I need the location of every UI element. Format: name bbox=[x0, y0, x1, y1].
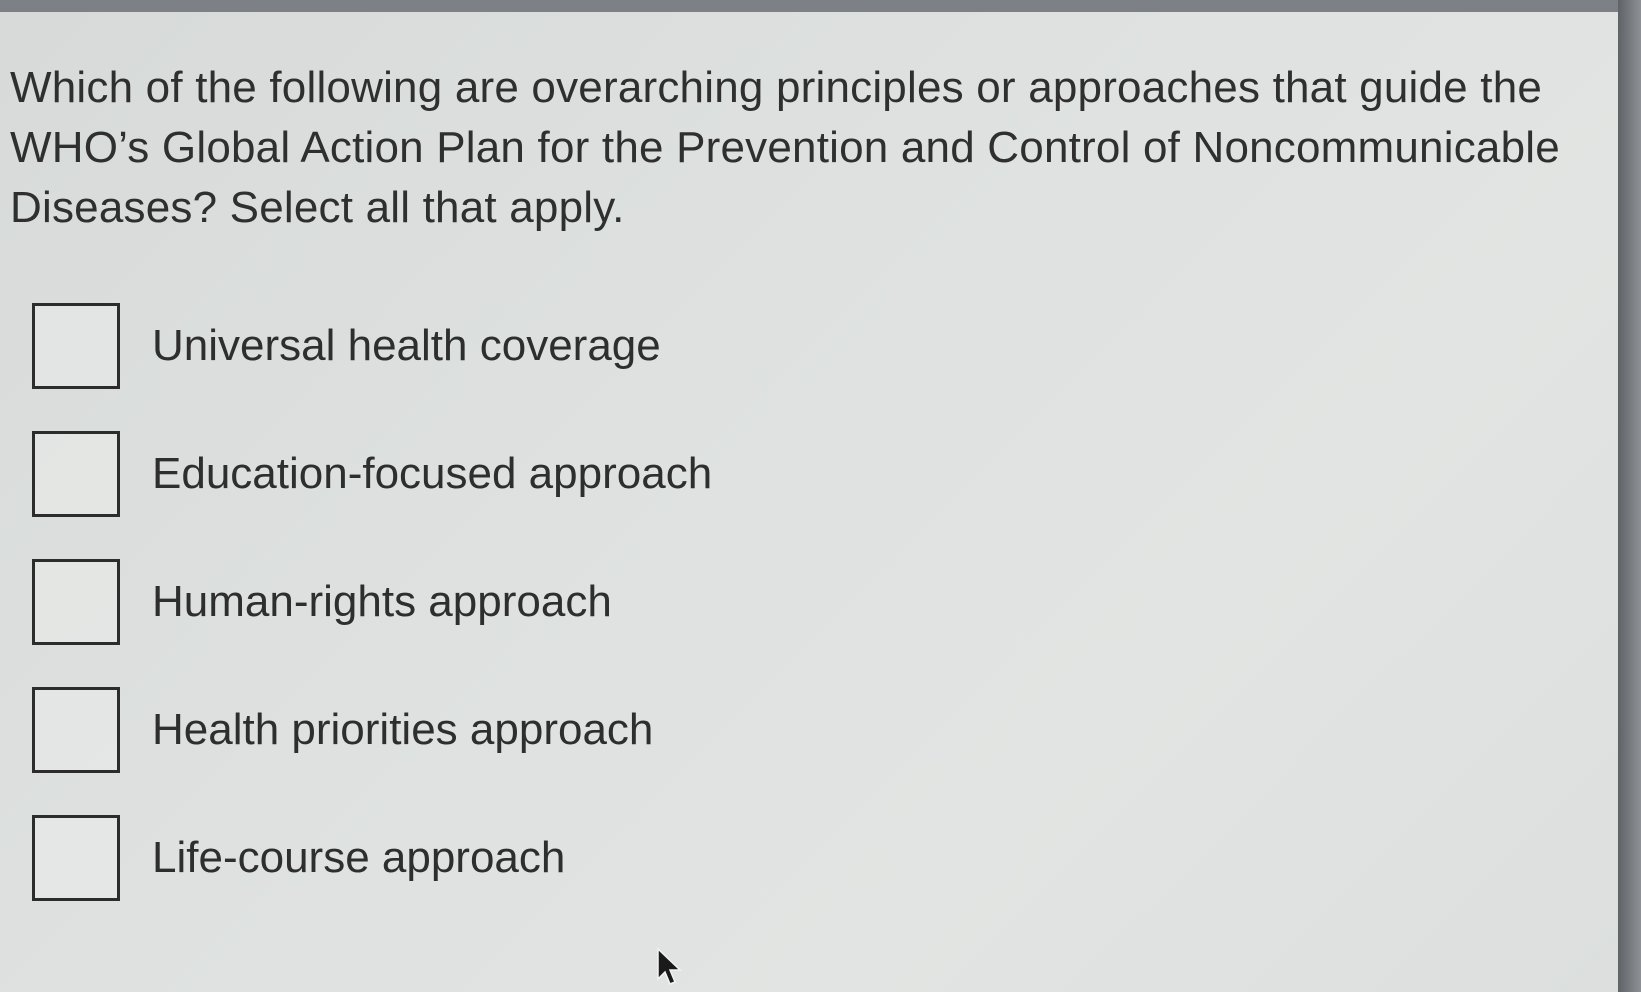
mouse-pointer-icon bbox=[656, 947, 682, 987]
option-education-focused-approach[interactable] bbox=[32, 428, 712, 520]
option-universal-health-coverage[interactable] bbox=[32, 300, 712, 392]
answer-options-list bbox=[32, 300, 712, 940]
option-human-rights-approach[interactable] bbox=[32, 556, 712, 648]
option-label[interactable]: Life-course approach bbox=[152, 833, 566, 882]
checkbox-life-course-approach[interactable] bbox=[32, 815, 120, 901]
checkbox-human-rights-approach[interactable] bbox=[32, 559, 120, 645]
option-label[interactable]: Health priorities approach bbox=[152, 705, 654, 754]
option-life-course-approach[interactable] bbox=[32, 812, 712, 904]
checkbox-health-priorities-approach[interactable] bbox=[32, 687, 120, 773]
question-text: Which of the following are overarching principles or approaches that guide the WHO’s Global Action Plan for the Prevention and Control of Noncommunicable Diseases? Select all that apply. bbox=[10, 63, 1560, 232]
option-label[interactable]: Universal health coverage bbox=[152, 321, 661, 370]
option-label[interactable]: Human-rights approach bbox=[152, 577, 612, 626]
quiz-screen bbox=[0, 12, 1618, 992]
option-label[interactable]: Education-focused approach bbox=[152, 449, 713, 498]
option-health-priorities-approach[interactable] bbox=[32, 684, 712, 776]
monitor-right-edge bbox=[1618, 0, 1641, 992]
checkbox-universal-health-coverage[interactable] bbox=[32, 303, 120, 389]
checkbox-education-focused-approach[interactable] bbox=[32, 431, 120, 517]
monitor-top-edge bbox=[0, 0, 1641, 12]
